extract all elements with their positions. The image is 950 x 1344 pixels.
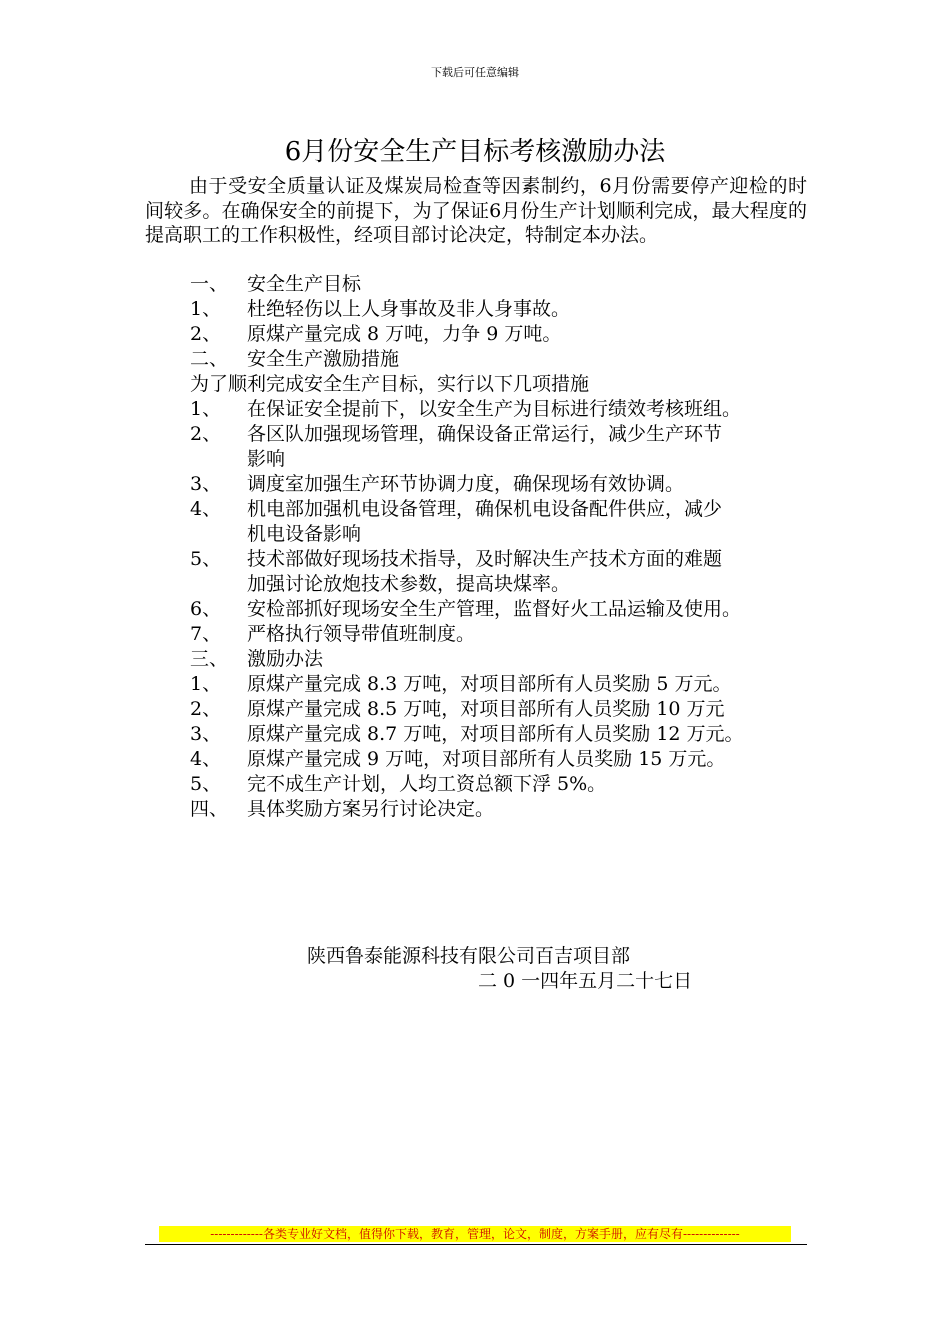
footer-banner: -------------各类专业好文档，值得你下载，教育，管理，论文，制度，方案手册，应有尽有--------------	[159, 1226, 791, 1242]
section-title: 安全生产激励措施	[247, 348, 400, 370]
item-continuation: 机电设备影响	[247, 523, 362, 545]
item-number: 4、	[190, 498, 222, 520]
item-number: 2、	[190, 323, 222, 345]
item-number: 2、	[190, 423, 222, 445]
item-number: 3、	[190, 723, 222, 745]
item-text: 原煤产量完成 8 万吨，力争 9 万吨。	[247, 323, 562, 345]
item-text: 完不成生产计划，人均工资总额下浮 5%。	[247, 773, 607, 795]
item-continuation: 影响	[247, 448, 286, 470]
item-text: 严格执行领导带值班制度。	[247, 623, 476, 645]
section-number: 四、	[190, 798, 229, 820]
document-title: 6月份安全生产目标考核激励办法	[284, 137, 666, 167]
item-continuation: 加强讨论放炮技术参数，提高块煤率。	[247, 573, 571, 595]
item-text: 技术部做好现场技术指导，及时解决生产技术方面的难题	[247, 548, 723, 570]
item-number: 1、	[190, 298, 222, 320]
item-text: 各区队加强现场管理，确保设备正常运行，减少生产环节	[247, 423, 723, 445]
item-number: 5、	[190, 773, 222, 795]
footer-divider	[145, 1244, 807, 1245]
intro-paragraph: 由于受安全质量认证及煤炭局检查等因素制约，6月份需要停产迎检的时间较多。在确保安全的前提下，为了保证6月份生产计划顺利完成，最大程度的提高职工的工作积极性，经项目部讨论决定，特制定本办法。	[145, 175, 807, 246]
section-lead: 为了顺利完成安全生产目标，实行以下几项措施	[190, 373, 590, 395]
item-number: 6、	[190, 598, 222, 620]
signature-company: 陕西鲁泰能源科技有限公司百吉项目部	[307, 945, 631, 967]
item-number: 4、	[190, 748, 222, 770]
item-number: 3、	[190, 473, 222, 495]
item-text: 原煤产量完成 9 万吨，对项目部所有人员奖励 15 万元。	[247, 748, 726, 770]
item-text: 在保证安全提前下，以安全生产为目标进行绩效考核班组。	[247, 398, 742, 420]
section-number: 二、	[190, 348, 229, 370]
item-text: 原煤产量完成 8.7 万吨，对项目部所有人员奖励 12 万元。	[247, 723, 744, 745]
item-number: 7、	[190, 623, 222, 645]
item-text: 机电部加强机电设备管理，确保机电设备配件供应，减少	[247, 498, 723, 520]
item-text: 原煤产量完成 8.3 万吨，对项目部所有人员奖励 5 万元。	[247, 673, 732, 695]
item-text: 安检部抓好现场安全生产管理，监督好火工品运输及使用。	[247, 598, 742, 620]
section-title: 安全生产目标	[247, 273, 362, 295]
section-title: 激励办法	[247, 648, 324, 670]
item-number: 5、	[190, 548, 222, 570]
header-note: 下载后可任意编辑	[431, 66, 519, 79]
signature-date: 二 0 一四年五月二十七日	[478, 970, 693, 992]
section-title: 具体奖励方案另行讨论决定。	[247, 798, 495, 820]
item-number: 2、	[190, 698, 222, 720]
section-number: 三、	[190, 648, 229, 670]
item-number: 1、	[190, 673, 222, 695]
item-text: 杜绝轻伤以上人身事故及非人身事故。	[247, 298, 571, 320]
item-number: 1、	[190, 398, 222, 420]
item-text: 原煤产量完成 8.5 万吨，对项目部所有人员奖励 10 万元	[247, 698, 725, 720]
section-number: 一、	[190, 273, 229, 295]
item-text: 调度室加强生产环节协调力度，确保现场有效协调。	[247, 473, 685, 495]
